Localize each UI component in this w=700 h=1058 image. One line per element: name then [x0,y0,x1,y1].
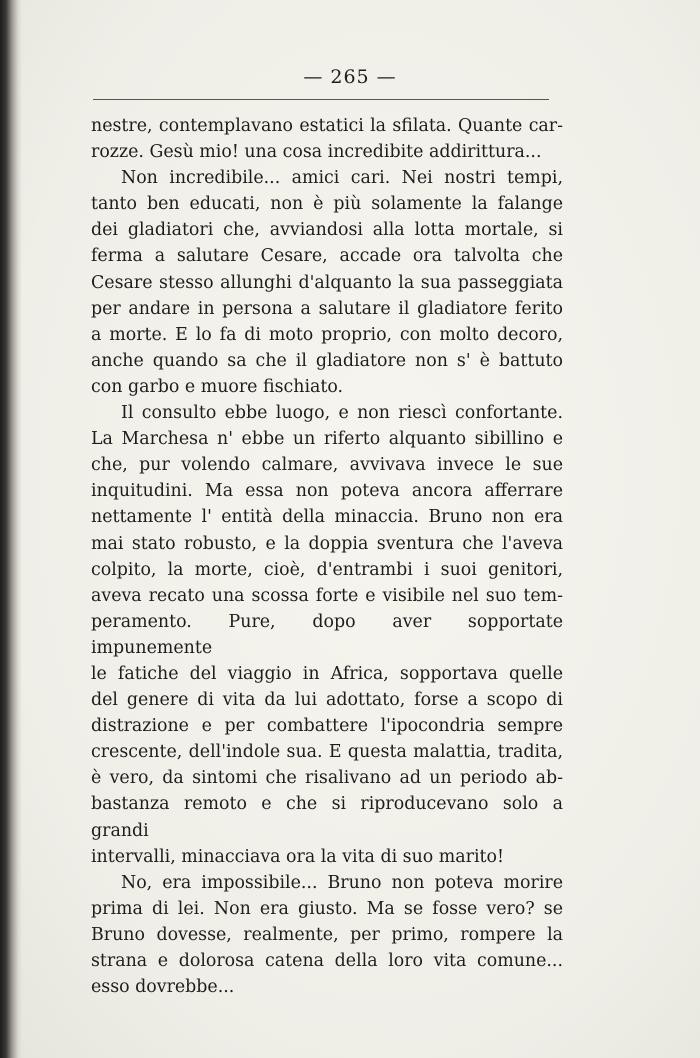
text-line: ferma a salutare Cesare, accade ora talvolta che [91,246,563,267]
text-line: peramento. Pure, dopo aver sopportate impunemente [91,611,563,658]
body-text [91,113,563,1000]
page-number: — 265 — [303,66,397,88]
text-line: strana e dolorosa catena della loro vita comune... [91,951,563,971]
text-line: Non incredibile... amici cari. Nei nostri tempi, [121,168,563,189]
text-line: tanto ben educati, non è più solamente la falange [91,194,563,215]
text-line: mai stato robusto, e la doppia sventura che l'aveva [91,533,563,554]
text-line: colpito, la morte, cioè, d'entrambi i suoi genitori, [91,559,563,580]
header-rule [93,99,549,100]
text-line: del genere di vita da lui adottato, forse a scopo di [91,690,563,711]
text-line: dei gladiatori che, avviandosi alla lotta mortale, si [91,220,563,241]
text-line: distrazione e per combattere l'ipocondria sempre [91,716,563,737]
text-line: nettamente l' entità della minaccia. Bruno non era [91,507,563,528]
text-line: che, pur volendo calmare, avvivava invece le sue [91,455,563,476]
text-line: le fatiche del viaggio in Africa, sopportava quelle [91,663,563,684]
text-line: inquitudini. Ma essa non poteva ancora afferrare [91,481,563,502]
text-line: Bruno dovesse, realmente, per primo, rompere la [91,924,563,945]
text-line: a morte. E lo fa di moto proprio, con molto decoro, [91,324,563,345]
text-line: No, era impossibile... Bruno non poteva morire [121,872,563,893]
text-line: bastanza remoto e che si riproducevano solo a grandi [91,794,563,841]
text-line: nestre, contemplavano estatici la sfilata. Quante car- [91,116,563,136]
text-line: La Marchesa n' ebbe un riferto alquanto sibillino e [91,429,563,450]
text-line: esso dovrebbe... [91,977,235,998]
text-line: intervalli, minacciava ora la vita di suo marito! [91,846,504,867]
text-line: per andare in persona a salutare il gladiatore ferito [91,298,563,319]
text-line: rozze. Gesù mio! una cosa incredibite addirittura... [91,142,542,163]
page-binding-shadow [0,0,22,1058]
text-line: crescente, dell'indole sua. E questa malattia, tradita, [91,742,563,763]
text-line: prima di lei. Non era giusto. Ma se fosse vero? se [91,898,563,919]
text-line: Il consulto ebbe luogo, e non riescì confortante. [121,403,563,424]
text-line: con garbo e muore fischiato. [91,376,344,397]
text-line: Cesare stesso allunghi d'alquanto la sua passeggiata [91,272,563,293]
text-line: è vero, da sintomi che risalivano ad un periodo ab- [91,768,563,789]
text-line: anche quando sa che il gladiatore non s' è battuto [91,350,563,371]
text-line: aveva recato una scossa forte e visibile nel suo tem- [91,585,563,606]
